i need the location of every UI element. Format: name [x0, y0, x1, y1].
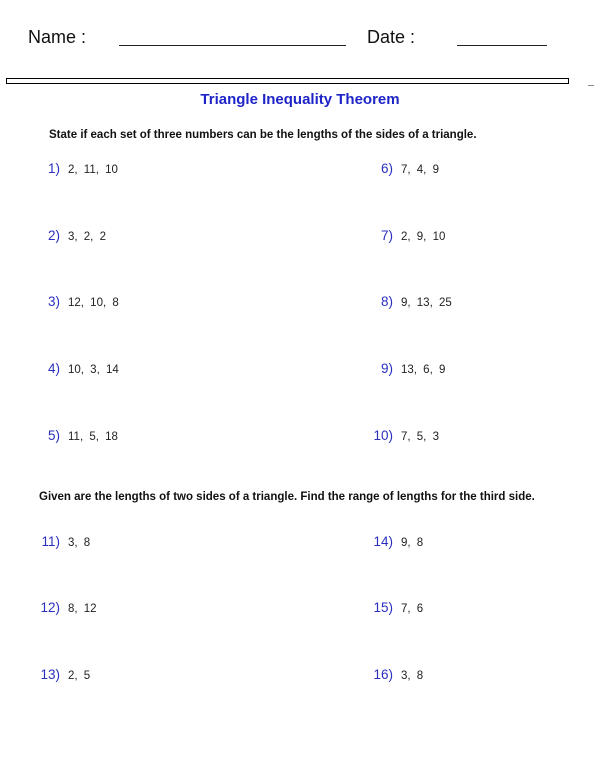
problem-number: 14) [373, 534, 393, 549]
problem-9 [362, 361, 445, 378]
problem-15 [362, 600, 423, 617]
problem-values: 2, 9, 10 [401, 231, 446, 243]
section-2-instruction: Given are the lengths of two sides of a triangle. Find the range of lengths for the third side. [39, 491, 535, 503]
problem-5 [30, 428, 118, 445]
problem-number: 2) [47, 228, 60, 243]
problem-number: 12) [40, 600, 60, 615]
problem-number: 7) [380, 228, 393, 243]
date-field-line[interactable] [457, 45, 547, 46]
date-label: Date : [367, 27, 416, 47]
problem-13 [30, 667, 90, 684]
problem-7 [362, 228, 445, 245]
problem-number: 8) [380, 294, 393, 309]
problem-values: 9, 8 [401, 537, 424, 549]
problem-3 [30, 294, 119, 311]
problem-number: 13) [40, 667, 60, 682]
problem-4 [30, 361, 119, 378]
problem-number: 16) [373, 667, 393, 682]
problem-values: 7, 5, 3 [401, 431, 439, 443]
problem-values: 3, 8 [401, 670, 424, 682]
problem-number: 9) [380, 361, 393, 376]
problem-number: 4) [47, 361, 60, 376]
problem-16 [362, 667, 423, 684]
problem-values: 10, 3, 14 [68, 364, 119, 376]
problem-14 [362, 534, 423, 551]
worksheet-title: Triangle Inequality Theorem [200, 91, 400, 108]
margin-mark [588, 85, 594, 86]
problem-values: 13, 6, 9 [401, 364, 446, 376]
double-rule-divider [6, 78, 569, 84]
problem-values: 7, 4, 9 [401, 164, 439, 176]
problem-8 [362, 294, 452, 311]
problem-values: 12, 10, 8 [68, 297, 119, 309]
problem-number: 3) [47, 294, 60, 309]
problem-values: 3, 2, 2 [68, 231, 106, 243]
problem-values: 3, 8 [68, 537, 91, 549]
problem-values: 2, 11, 10 [68, 164, 118, 176]
problem-number: 15) [373, 600, 393, 615]
problem-6 [362, 161, 439, 178]
problem-number: 6) [380, 161, 393, 176]
name-field-line[interactable] [119, 45, 346, 46]
problem-number: 10) [373, 428, 393, 443]
problem-number: 11) [41, 534, 60, 549]
problem-values: 9, 13, 25 [401, 297, 452, 309]
problem-values: 8, 12 [68, 603, 97, 615]
problem-12 [30, 600, 97, 617]
problem-1 [30, 161, 118, 178]
problem-10 [362, 428, 439, 445]
section-1-instruction: State if each set of three numbers can be the lengths of the sides of a triangle. [49, 129, 477, 141]
problem-number: 5) [47, 428, 60, 443]
problem-11 [30, 534, 90, 551]
problem-values: 11, 5, 18 [68, 431, 118, 443]
problem-values: 2, 5 [68, 670, 91, 682]
name-label: Name : [28, 27, 87, 47]
problem-number: 1) [47, 161, 60, 176]
problem-2 [30, 228, 106, 245]
problem-values: 7, 6 [401, 603, 424, 615]
